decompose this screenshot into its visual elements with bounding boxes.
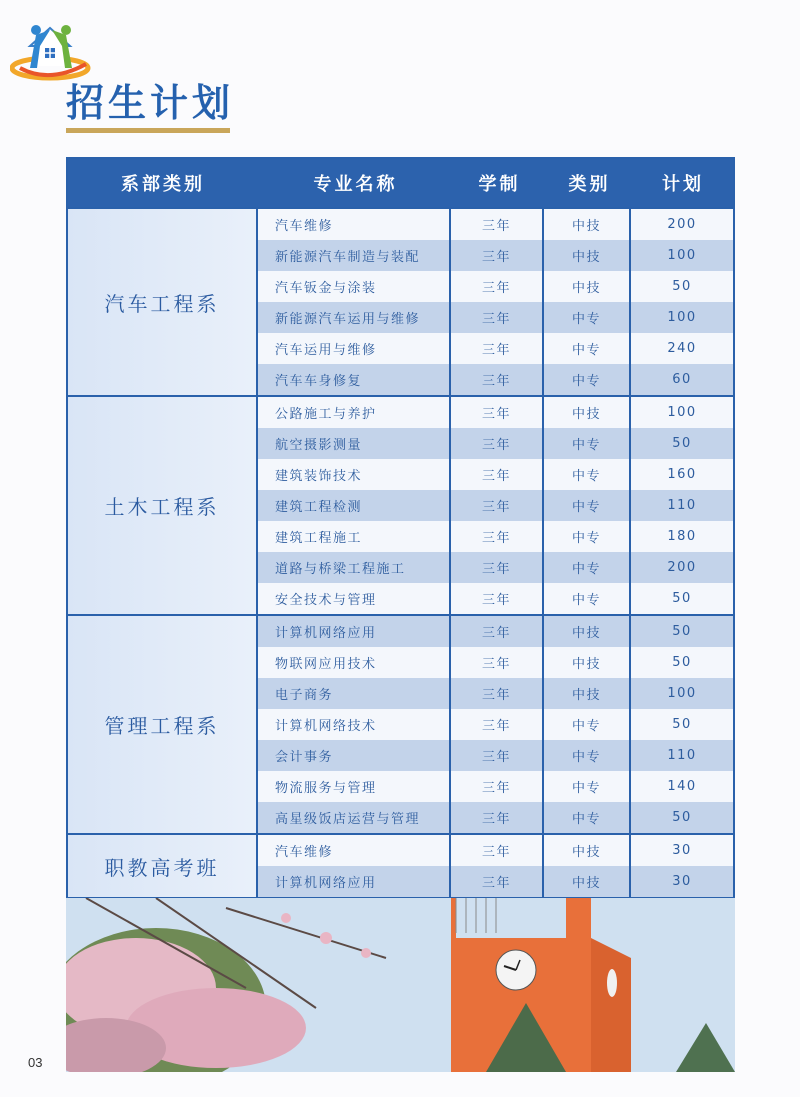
major-cell: 会计事务	[258, 740, 451, 771]
duration-cell: 三年	[451, 364, 544, 395]
major-cell: 公路施工与养护	[258, 397, 451, 428]
duration-cell: 三年	[451, 397, 544, 428]
table-row	[258, 271, 733, 302]
plan-cell: 50	[672, 436, 692, 451]
page-title: 招生计划	[66, 81, 235, 125]
table-row	[258, 364, 733, 395]
plan-cell: 140	[667, 779, 697, 794]
major-cell: 汽车维修	[258, 209, 451, 240]
department-name: 管理工程系	[68, 616, 258, 833]
type-cell: 中专	[544, 490, 631, 521]
table-row	[258, 490, 733, 521]
type-cell: 中技	[544, 647, 631, 678]
plan-cell: 50	[672, 810, 692, 825]
type-cell: 中专	[544, 771, 631, 802]
type-cell: 中专	[544, 302, 631, 333]
type-cell: 中专	[544, 552, 631, 583]
table-row	[258, 521, 733, 552]
table-row	[258, 740, 733, 771]
department-name: 职教高考班	[68, 835, 258, 897]
table-row	[258, 802, 733, 833]
plan-cell: 110	[667, 498, 697, 513]
type-cell: 中技	[544, 209, 631, 240]
type-cell: 中专	[544, 740, 631, 771]
type-cell: 中技	[544, 616, 631, 647]
title-underline	[66, 128, 230, 133]
major-cell: 建筑工程检测	[258, 490, 451, 521]
header-duration: 学制	[478, 174, 521, 195]
plan-cell: 30	[672, 874, 692, 889]
major-cell: 汽车运用与维修	[258, 333, 451, 364]
duration-cell: 三年	[451, 583, 544, 614]
enrollment-plan-table	[66, 157, 735, 899]
major-cell: 高星级饭店运营与管理	[258, 802, 451, 833]
major-cell: 建筑工程施工	[258, 521, 451, 552]
clock-tower-image-icon	[66, 898, 735, 1072]
plan-cell: 60	[672, 372, 692, 387]
department-group-automotive	[68, 209, 733, 397]
duration-cell: 三年	[451, 616, 544, 647]
plan-cell: 180	[667, 529, 697, 544]
table-row	[258, 302, 733, 333]
major-cell: 汽车车身修复	[258, 364, 451, 395]
table-row	[258, 616, 733, 647]
duration-cell: 三年	[451, 209, 544, 240]
table-row	[258, 428, 733, 459]
major-cell: 电子商务	[258, 678, 451, 709]
major-cell: 计算机网络应用	[258, 866, 451, 897]
type-cell: 中技	[544, 835, 631, 866]
table-row	[258, 583, 733, 614]
department-name: 土木工程系	[68, 397, 258, 614]
duration-cell: 三年	[451, 490, 544, 521]
type-cell: 中专	[544, 583, 631, 614]
department-group-vocational-exam	[68, 835, 733, 897]
type-cell: 中技	[544, 271, 631, 302]
type-cell: 中专	[544, 428, 631, 459]
duration-cell: 三年	[451, 802, 544, 833]
table-row	[258, 459, 733, 490]
department-group-management	[68, 616, 733, 835]
table-row	[258, 397, 733, 428]
header-plan: 计划	[662, 174, 704, 195]
plan-cell: 30	[672, 843, 692, 858]
table-row	[258, 709, 733, 740]
duration-cell: 三年	[451, 459, 544, 490]
header-type: 类别	[568, 174, 611, 195]
plan-cell: 200	[667, 217, 697, 232]
duration-cell: 三年	[451, 240, 544, 271]
header-major: 专业名称	[313, 174, 398, 195]
duration-cell: 三年	[451, 740, 544, 771]
type-cell: 中专	[544, 802, 631, 833]
duration-cell: 三年	[451, 521, 544, 552]
department-name: 汽车工程系	[68, 209, 258, 395]
table-row	[258, 209, 733, 240]
duration-cell: 三年	[451, 552, 544, 583]
plan-cell: 50	[672, 591, 692, 606]
plan-cell: 110	[667, 748, 697, 763]
type-cell: 中专	[544, 459, 631, 490]
type-cell: 中技	[544, 866, 631, 897]
major-cell: 汽车钣金与涂装	[258, 271, 451, 302]
duration-cell: 三年	[451, 333, 544, 364]
type-cell: 中专	[544, 709, 631, 740]
plan-cell: 200	[667, 560, 697, 575]
table-header	[68, 159, 733, 209]
plan-cell: 50	[672, 624, 692, 639]
major-cell: 计算机网络应用	[258, 616, 451, 647]
plan-cell: 100	[667, 405, 697, 420]
major-cell: 航空摄影测量	[258, 428, 451, 459]
major-cell: 新能源汽车运用与维修	[258, 302, 451, 333]
major-cell: 建筑装饰技术	[258, 459, 451, 490]
major-cell: 物流服务与管理	[258, 771, 451, 802]
page-number: 03	[28, 1055, 43, 1070]
plan-cell: 240	[667, 341, 697, 356]
plan-cell: 160	[667, 467, 697, 482]
plan-cell: 50	[672, 655, 692, 670]
major-cell: 安全技术与管理	[258, 583, 451, 614]
major-cell: 新能源汽车制造与装配	[258, 240, 451, 271]
table-row	[258, 771, 733, 802]
header-department: 系部类别	[121, 174, 205, 195]
plan-cell: 50	[672, 279, 692, 294]
duration-cell: 三年	[451, 271, 544, 302]
duration-cell: 三年	[451, 866, 544, 897]
duration-cell: 三年	[451, 678, 544, 709]
duration-cell: 三年	[451, 835, 544, 866]
table-row	[258, 835, 733, 866]
type-cell: 中技	[544, 397, 631, 428]
table-row	[258, 333, 733, 364]
school-logo-icon	[10, 22, 92, 82]
plan-cell: 50	[672, 717, 692, 732]
type-cell: 中专	[544, 521, 631, 552]
table-row	[258, 552, 733, 583]
type-cell: 中专	[544, 364, 631, 395]
table-row	[258, 647, 733, 678]
type-cell: 中技	[544, 240, 631, 271]
department-group-civil	[68, 397, 733, 616]
duration-cell: 三年	[451, 647, 544, 678]
major-cell: 汽车维修	[258, 835, 451, 866]
type-cell: 中技	[544, 678, 631, 709]
campus-photo	[66, 898, 735, 1072]
duration-cell: 三年	[451, 302, 544, 333]
plan-cell: 100	[667, 686, 697, 701]
duration-cell: 三年	[451, 709, 544, 740]
major-cell: 道路与桥梁工程施工	[258, 552, 451, 583]
plan-cell: 100	[667, 310, 697, 325]
duration-cell: 三年	[451, 428, 544, 459]
major-cell: 物联网应用技术	[258, 647, 451, 678]
table-row	[258, 678, 733, 709]
table-row	[258, 240, 733, 271]
major-cell: 计算机网络技术	[258, 709, 451, 740]
type-cell: 中专	[544, 333, 631, 364]
duration-cell: 三年	[451, 771, 544, 802]
plan-cell: 100	[667, 248, 697, 263]
table-row	[258, 866, 733, 897]
